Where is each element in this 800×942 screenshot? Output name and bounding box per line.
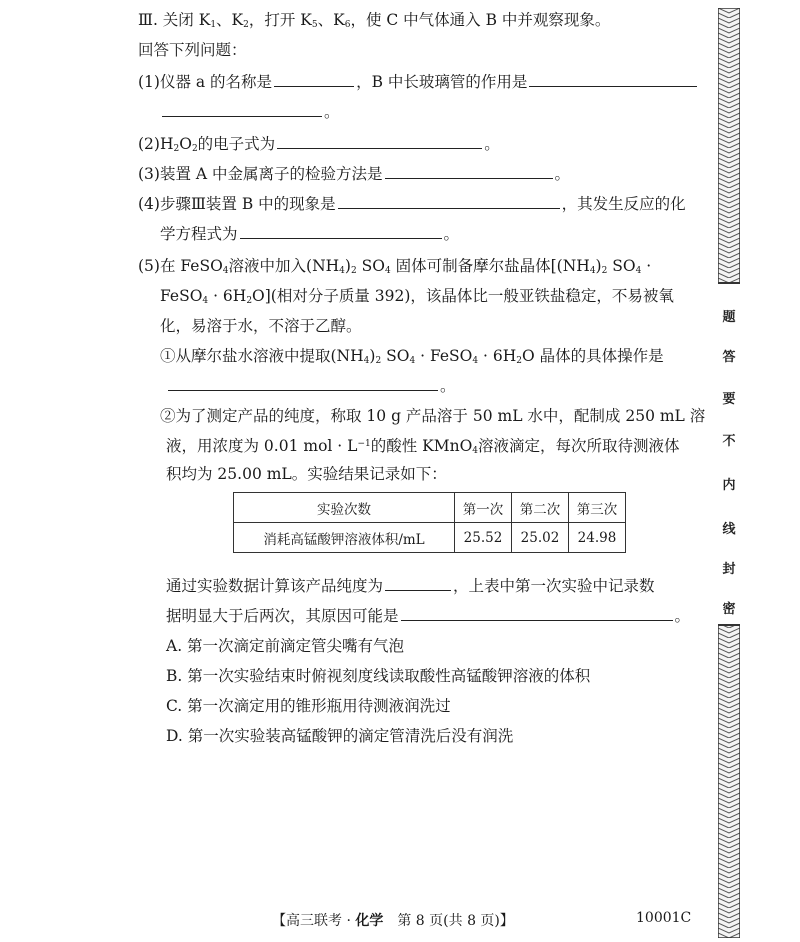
text: 。 bbox=[674, 607, 691, 625]
footer-code bbox=[636, 910, 691, 926]
text: 。 bbox=[443, 225, 460, 243]
page-footer bbox=[272, 910, 514, 930]
text: ，打开 K bbox=[248, 11, 312, 29]
text: O bbox=[179, 135, 192, 153]
superscript: −1 bbox=[357, 439, 371, 449]
option-d[interactable] bbox=[166, 724, 513, 748]
table-row bbox=[234, 523, 626, 553]
text: (5)在 FeSO bbox=[138, 257, 223, 275]
footer-page: 第 8 页(共 8 页)】 bbox=[383, 913, 514, 929]
text: 溶液中加入(NH bbox=[228, 257, 340, 275]
question-5-line-3 bbox=[160, 314, 362, 338]
text: 的电子式为 bbox=[197, 135, 276, 153]
question-3-line bbox=[138, 162, 570, 186]
text: ①从摩尔盐水溶液中提取(NH bbox=[160, 347, 364, 365]
text: (2)H bbox=[138, 135, 174, 153]
subscript: 2 bbox=[516, 356, 522, 366]
footer-code-text: 10001C bbox=[636, 910, 692, 926]
subscript: 2 bbox=[243, 20, 249, 30]
text: ，使 C 中气体通入 B 中并观察现象。 bbox=[350, 11, 611, 29]
seal-char: 封 bbox=[722, 562, 736, 577]
subscript: 2 bbox=[173, 144, 180, 154]
subscript: 4 bbox=[472, 446, 479, 456]
subquestion-1-line-1 bbox=[160, 344, 664, 368]
subscript: 2 bbox=[350, 266, 357, 276]
question-4-line-1 bbox=[138, 192, 686, 216]
table-header-row bbox=[234, 493, 626, 523]
seal-char: 答 bbox=[722, 350, 736, 365]
table-header-cell: 第三次 bbox=[569, 493, 626, 523]
subscript: 5 bbox=[311, 20, 318, 30]
text: 溶液滴定，每次所取待测液体 bbox=[478, 437, 680, 455]
text: 。 bbox=[324, 103, 340, 121]
subscript: 4 bbox=[589, 266, 596, 276]
answer-blank[interactable] bbox=[162, 101, 322, 117]
intro-line bbox=[138, 38, 247, 62]
text: 。 bbox=[554, 165, 571, 183]
answer-blank[interactable] bbox=[277, 133, 482, 149]
text: (3)装置 A 中金属离子的检验方法是 bbox=[138, 165, 383, 183]
seal-char: 密 bbox=[722, 602, 736, 617]
answer-blank[interactable] bbox=[385, 575, 451, 591]
text: · 6H bbox=[208, 287, 247, 305]
subscript: 4 bbox=[384, 266, 391, 276]
question-5-line-2 bbox=[160, 284, 674, 308]
answer-blank[interactable] bbox=[401, 605, 673, 621]
subscript: 4 bbox=[339, 266, 345, 276]
table-cell: 25.02 bbox=[512, 523, 569, 553]
table-header-cell: 实验次数 bbox=[234, 493, 455, 523]
question-5-line-1 bbox=[138, 254, 651, 278]
seal-char: 要 bbox=[722, 392, 736, 407]
text: 、K bbox=[216, 11, 244, 29]
results-table bbox=[233, 492, 626, 553]
seal-char: 内 bbox=[722, 478, 736, 493]
text: ，B 中长玻璃管的作用是 bbox=[356, 73, 528, 91]
answer-blank[interactable] bbox=[274, 71, 354, 87]
text: Ⅲ. 关闭 K bbox=[138, 11, 211, 29]
subscript: 2 bbox=[601, 266, 608, 276]
subscript: 4 bbox=[363, 356, 370, 366]
text: 据明显大于后两次，其原因可能是 bbox=[166, 607, 399, 625]
answer-blank[interactable] bbox=[529, 71, 697, 87]
text: · 6H bbox=[478, 347, 517, 365]
subscript: 4 bbox=[202, 296, 209, 306]
footer-exam: 【高三联考 · bbox=[272, 913, 356, 929]
text: · FeSO bbox=[415, 347, 473, 365]
answer-blank[interactable] bbox=[338, 193, 560, 209]
after-table-line-2 bbox=[166, 604, 690, 628]
table-header-cell: 第二次 bbox=[512, 493, 569, 523]
text: (4)步骤Ⅲ装置 B 中的现象是 bbox=[138, 195, 336, 213]
question-2-line bbox=[138, 132, 500, 156]
subscript: 4 bbox=[472, 356, 479, 366]
question-1-line-1 bbox=[138, 70, 699, 94]
option-text: B. 第一次实验结束时俯视刻度线读取酸性高锰酸钾溶液的体积 bbox=[166, 667, 591, 685]
subquestion-2-line-3 bbox=[166, 462, 447, 486]
text: 。 bbox=[440, 377, 456, 395]
subscript: 2 bbox=[375, 356, 382, 366]
option-text: A. 第一次滴定前滴定管尖嘴有气泡 bbox=[166, 637, 405, 655]
option-text: D. 第一次实验装高锰酸钾的滴定管清洗后没有润洗 bbox=[166, 727, 514, 745]
table-header-cell: 第一次 bbox=[455, 493, 512, 523]
subscript: 6 bbox=[344, 20, 351, 30]
text: FeSO bbox=[160, 287, 203, 305]
option-c[interactable] bbox=[166, 694, 451, 718]
seal-line-notice bbox=[718, 282, 740, 626]
question-1-line-2 bbox=[160, 100, 340, 124]
option-a[interactable] bbox=[166, 634, 404, 658]
text: 、K bbox=[317, 11, 345, 29]
subscript: 4 bbox=[222, 266, 229, 276]
footer-subject: 化学 bbox=[355, 913, 384, 929]
text: 回答下列问题： bbox=[138, 41, 247, 59]
text: SO bbox=[607, 257, 636, 275]
text: 的酸性 KMnO bbox=[370, 437, 473, 455]
answer-blank[interactable] bbox=[168, 375, 438, 391]
text: ) bbox=[369, 347, 376, 365]
seal-char: 不 bbox=[722, 434, 736, 449]
subquestion-1-line-2 bbox=[166, 374, 456, 398]
step-3-line bbox=[138, 8, 610, 32]
text: 化，易溶于水，不溶于乙醇。 bbox=[160, 317, 362, 335]
subscript: 1 bbox=[210, 20, 217, 30]
seal-char: 题 bbox=[722, 310, 736, 325]
text: ) bbox=[595, 257, 602, 275]
text: · bbox=[641, 257, 652, 275]
text: 学方程式为 bbox=[160, 225, 238, 243]
table-row-label: 消耗高锰酸钾溶液体积/mL bbox=[234, 523, 455, 553]
text: SO bbox=[356, 257, 385, 275]
answer-blank[interactable] bbox=[385, 163, 553, 179]
option-b[interactable] bbox=[166, 664, 590, 688]
question-4-line-2 bbox=[160, 222, 459, 246]
subquestion-2-line-1 bbox=[160, 404, 705, 428]
text: 通过实验数据计算该产品纯度为 bbox=[166, 577, 384, 595]
table-cell: 24.98 bbox=[569, 523, 626, 553]
text: ，其发生反应的化 bbox=[561, 195, 686, 213]
option-text: C. 第一次滴定用的锥形瓶用待测液润洗过 bbox=[166, 697, 451, 715]
text: SO bbox=[381, 347, 410, 365]
text: O](相对分子质量 392)，该晶体比一般亚铁盐稳定，不易被氧 bbox=[252, 287, 674, 305]
text: 液，用浓度为 0.01 mol · L bbox=[166, 437, 358, 455]
subscript: 4 bbox=[635, 266, 642, 276]
answer-blank[interactable] bbox=[240, 223, 442, 239]
text: 。 bbox=[484, 135, 500, 153]
text: 固体可制备摩尔盐晶体[(NH bbox=[390, 257, 590, 275]
text: (1)仪器 a 的名称是 bbox=[138, 73, 273, 91]
text: ②为了测定产品的纯度，称取 10 g 产品溶于 50 mL 水中，配制成 250 mL 溶 bbox=[160, 407, 706, 425]
text: O 晶体的具体操作是 bbox=[522, 347, 664, 365]
subscript: 2 bbox=[246, 296, 253, 306]
text: ，上表中第一次实验中记录数 bbox=[453, 577, 655, 595]
seal-char: 线 bbox=[722, 522, 736, 537]
text: ) bbox=[344, 257, 351, 275]
subquestion-2-line-2 bbox=[166, 434, 680, 458]
subscript: 4 bbox=[409, 356, 416, 366]
table-cell: 25.52 bbox=[455, 523, 512, 553]
text: 积均为 25.00 mL。实验结果记录如下： bbox=[166, 465, 447, 483]
subscript: 2 bbox=[191, 144, 198, 154]
after-table-line-1 bbox=[166, 574, 655, 598]
